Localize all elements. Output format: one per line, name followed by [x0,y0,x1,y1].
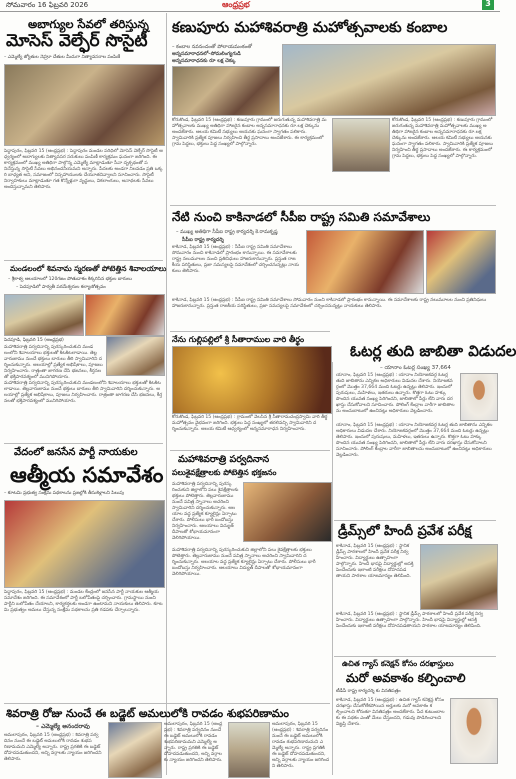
article-subhead: – యానాం ఓటర్ల సంఖ్య 37,664 [380,365,451,371]
article-body: మహాశివరాత్రి పర్వదినాన్ని పురస్కరించుకుని జిల్లాలోని పలు శైవక్షేత్రాలకు భక్తులు పోటెత్తారు. తెల్లవారుజాము నుంచే పవిత్ర స్నానాలు ఆచరించి స్వామివారిని దర్శించుకున్నారు. ఆలయాల వద్ద ప్రత్యేక క్యూలైన్లు ఏర్పాటు చేశారు. పోలీసులు భారీ బందోబస్తు నిర్వహించారు. ఆలయాలు విద్యుత్ దీపాలతో శోభాయమానంగా వెలిగిపోయాయి. [172,482,239,541]
article-subhead: – కూటమి ప్రభుత్వ సంక్షేమ పథకాలను ప్రజల్లోకి తీసుకెళ్లాలని పిలుపు [4,491,125,496]
page-header [0,0,500,12]
news-photo [306,230,424,294]
article-headline: మోసెస్ వెల్ఫేర్ సొసైటీ [6,31,148,51]
divider [334,656,496,657]
article-subhead: – శ్రీకాళ్వ ఆలయాలలో 120గజం పోతుదాకం కిక్కరిసిన భక్తుల బారులు [8,277,132,282]
column-rule [166,13,167,775]
article-body: కాకినాడ, ఫిబ్రవరి 15 (ఆంధ్రప్రభ) : ఉచిత గ్యాస్ కనెక్షన్ల కోసం దరఖాస్తు చేసుకోలేకపోయిన అర్హులకు మరో అవకాశం కల్పించాలని కోరుతూ వినతిపత్రం అందజేశారు. పేద కుటుంబాలకు ఈ పథకం ఎంతో మేలు చేస్తుందని, గడువు పొడిగించాలని విజ్ఞప్తి చేశారు. [336,698,445,727]
divider [170,331,330,332]
article-headline: మండలంలో శివనామ స్మరణతో పోటెత్తిన శివాలయాలు [10,264,167,273]
article-headline: శివరాత్రి రోజు నుంచే ఈ బడ్జెట్ అమలులోకి రావడం శుభపరిణామం [6,707,289,720]
article-subhead: టీడీపీ రాష్ట్ర కార్యదర్శి కు వినతిపత్రం [336,689,401,694]
divider [170,450,330,451]
divider [334,520,496,521]
article-headline: మరో అవకాశం కల్పించాలి [346,671,466,685]
page-number: 3 [482,0,494,10]
article-subhead: – పెదపూడిలో పార్వతీ పరమేశ్వరుల కల్యాణోత్సవం [16,285,106,290]
news-photo [108,722,162,778]
news-photo [228,722,270,778]
news-photo [4,500,165,588]
divider [4,443,163,444]
article-subhead: సీపీఐ రాష్ట్ర కార్యదర్శి [182,237,224,243]
article-headline: నేను గుల్లిపల్లిలో శ్రీ సీతారాముల వారి తీర్థం [172,334,305,344]
article-body: కోరుకొండ, ఫిబ్రవరి 15 (ఆంధ్రప్రభ) : కణుపూరు గ్రామంలో జరుగుతున్న మహాశివరాత్రి మహోత్సవాలకు ముఖ్య అతిథిగా హాజరైన కంబాల అన్నసమారాధనకు రూ.లక్ష చెక్కును అందజేశారు. ఆలయ కమిటీ సభ్యులు ఆయనకు ఘనంగా స్వాగతం పలికారు. స్వామివారికి ప్రత్యేక పూజలు నిర్వహించి తీర్థ ప్రసాదాలు అందజేశారు. ఈ కార్యక్రమంలో గ్రామ పెద్దలు, భక్తులు పెద్ద సంఖ్యలో పాల్గొన్నారు. [172,118,327,147]
issue-date: సోమవారం 16 ఫిబ్రవరి 2026 [6,1,89,9]
article-subhead: – ఎమ్మెల్యే జ్యోతుల నెహ్రూ చేతుల మీదుగా నిత్యావసరాల పంపిణీ [4,55,121,60]
article-body: యానాం, ఫిబ్రవరి 15 (ఆంధ్రప్రభ) : యానాం నియోజకవర్గ ఓటర్ల తుది జాబితాను ఎన్నికల అధికారులు విడుదల చేశారు. నియోజకవర్గంలో మొత్తం 37,664 మంది ఓటర్లు ఉన్నట్లు తెలిపారు. ఇందులో పురుషులు, మహిళలు, ఇతరులు ఉన్నారు. కొత్తగా ఓటు హక్కు పొందిన యువత సంఖ్య పెరిగిందని, జాబితాలో పేర్లు లేని వారు దరఖాస్తు చేసుకోవాలని సూచించారు. పోలింగ్ కేంద్రాల వారీగా జాబితాలను అందుబాటులో ఉంచినట్లు అధికారులు వెల్లడించారు. [336,373,455,414]
news-photo [4,64,165,146]
article-body: అమలాపురం, ఫిబ్రవరి 15 (ఆంధ్రప్రభ) : శివరాత్రి పర్వదినం నుంచే ఈ బడ్జెట్ అమలులోకి రావడం శుభపరిణామమని ఎమ్మెల్యే అన్నారు. రాష్ట్ర ప్రగతికి ఈ బడ్జెట్ దోహదపడుతుందని, అన్ని వర్గాలకు న్యాయం జరిగిందని తెలిపారు. [164,722,223,763]
news-photo [85,294,165,336]
article-subhead: – ముఖ్య అతిథిగా సీపీఐ రాష్ట్ర కార్యదర్శి కె.రామకృష్ణ [176,229,278,235]
portrait-photo [450,698,498,764]
article-body: మహాశివరాత్రి పర్వదినాన్ని పురస్కరించుకుని జిల్లాలోని పలు శైవక్షేత్రాలకు భక్తులు పోటెత్తారు. తెల్లవారుజాము నుంచే పవిత్ర స్నానాలు ఆచరించి స్వామివారిని దర్శించుకున్నారు. ఆలయాల వద్ద ప్రత్యేక క్యూలైన్లు ఏర్పాటు చేశారు. పోలీసులు భారీ బందోబస్తు నిర్వహించారు. ఆలయాలు విద్యుత్ దీపాలతో శోభాయమానంగా వెలిగిపోయాయి. [172,548,316,577]
article-headline: మహాశివరాత్రి పర్వదినాన [178,454,270,465]
article-headline: డ్రీమ్స్‌లో హిందీ ప్రవేశ పరీక్ష [338,524,472,539]
article-headline: నేటి నుంచి కాకినాడలో సీపీఐ రాష్ట్ర సమితి సమావేశాలు [172,210,431,224]
news-photo [332,118,390,172]
article-subhead: అన్నసమారాధనకు రూ లక్ష చెక్కు [172,58,236,64]
article-body: పెద్దాపురం, ఫిబ్రవరి 15 (ఆంధ్రప్రభ) : పెద్దాపురం మండల పరిధిలో మోసెస్ వెల్ఫేర్ సొసైటీ ఆధ్వర్యంలో అబాగ్యులకు నిత్యావసర సరుకులు పంపిణీ కార్యక్రమం ఘనంగా జరిగింది. ఈ కార్యక్రమంలో ముఖ్య అతిథిగా పాల్గొన్న ఎమ్మెల్యే మాట్లాడుతూ సేవా దృక్పథంతో పనిచేస్తున్న సొసైటీ సేవలు అభినందనీయమని అన్నారు. పేదలకు అండగా నిలవడం ప్రతి ఒక్కరి బాధ్యత అని, సమాజంలో నిస్సహాయులకు చేయూతనివ్వాలని సూచించారు. సొసైటీ నిర్వాహకులు మాట్లాడుతూ గత కొన్నేళ్లుగా వృద్ధులు, వికలాంగులు, అనాథలకు సేవలు అందిస్తున్నామని తెలిపారు. [4,149,163,190]
article-body: కోరుకొండ, ఫిబ్రవరి 15 (ఆంధ్రప్రభ) : గ్రామంలో వెలసిన శ్రీ సీతారామచంద్రస్వామి వారి తీర్థ మహోత్సవం వైభవంగా జరిగింది. భక్తులు పెద్ద సంఖ్యలో తరలివచ్చి స్వామివారిని దర్శించుకున్నారు. ఆలయ కమిటీ ఆధ్వర్యంలో అన్నసమారాధన నిర్వహించారు. [172,415,328,432]
article-subhead: అన్నసమారాధనలో–సోమలింగ్యగుడి [172,51,241,57]
article-headline: ఆత్మీయ సమావేశం [10,462,164,487]
news-photo [106,336,165,376]
article-kicker: ఉచిత గ్యాస్ కనెక్షన్ కోసం దరఖాస్తులు [342,659,454,668]
news-photo [4,294,84,336]
article-headline: కణుపూరు మహాశివరాత్రి మహోత్సవాలకు కంబాల [172,19,448,36]
masthead: ఆంధ్రప్రభ [222,0,250,9]
article-subhead: – ఎమ్మెల్యే అనందరావు [36,723,90,730]
article-kicker: వేదంలో జనసేన పార్టీ నాయకుల [14,447,138,458]
article-headline: పలుశైవక్షేత్రాలకు పోటెత్తిన భక్తజనం [172,468,277,477]
news-photo [172,346,332,414]
article-body: కాకినాడ, ఫిబ్రవరి 15 (ఆంధ్రప్రభ) : సీపీఐ రాష్ట్ర సమితి సమావేశాలు సోమవారం నుంచి కాకినాడలో ప్రారంభం కానున్నాయి. ఈ సమావేశాలకు రాష్ట్ర నలుమూలల నుంచి ప్రతినిధులు హాజరుకానున్నారు. ప్రస్తుత రాజకీయ పరిస్థితులు, ప్రజా సమస్యలపై సమావేశంలో చర్చించనున్నట్లు నాయకులు తెలిపారు. [172,298,487,309]
article-body: అమలాపురం, ఫిబ్రవరి 15 (ఆంధ్రప్రభ) : శివరాత్రి పర్వదినం నుంచే ఈ బడ్జెట్ అమలులోకి రావడం శుభపరిణామమని ఎమ్మెల్యే అన్నారు. రాష్ట్ర ప్రగతికి ఈ బడ్జెట్ దోహదపడుతుందని, అన్ని వర్గాలకు న్యాయం జరిగిందని తెలిపారు. [272,722,330,769]
article-body: కాకినాడ, ఫిబ్రవరి 15 (ఆంధ్రప్రభ) : స్థానిక డ్రీమ్స్ పాఠశాలలో హిందీ ప్రవేశ పరీక్ష నిర్వహించారు. విద్యార్థులు ఉత్సాహంగా పాల్గొన్నారు. హిందీ భాషపై విద్యార్థుల్లో ఆసక్తి పెంచేందుకు ఇలాంటి పరీక్షలు దోహదపడతాయని పాఠశాల యాజమాన్యం తెలిపింది. [336,612,484,629]
news-photo [172,66,280,116]
column-rule [332,362,333,775]
article-body: అమలాపురం, ఫిబ్రవరి 15 (ఆంధ్రప్రభ) : శివరాత్రి పర్వదినం నుంచే ఈ బడ్జెట్ అమలులోకి రావడం శుభపరిణామమని ఎమ్మెల్యే అన్నారు. రాష్ట్ర ప్రగతికి ఈ బడ్జెట్ దోహదపడుతుందని, అన్ని వర్గాలకు న్యాయం జరిగిందని తెలిపారు. [4,733,102,762]
divider [4,703,330,704]
portrait-photo [460,373,498,421]
article-body: కాకినాడ, ఫిబ్రవరి 15 (ఆంధ్రప్రభ) : సీపీఐ రాష్ట్ర సమితి సమావేశాలు సోమవారం నుంచి కాకినాడలో ప్రారంభం కానున్నాయి. ఈ సమావేశాలకు రాష్ట్ర నలుమూలల నుంచి ప్రతినిధులు హాజరుకానున్నారు. ప్రస్తుత రాజకీయ పరిస్థితులు, ప్రజా సమస్యలపై సమావేశంలో చర్చించనున్నట్లు నాయకులు తెలిపారు. [172,245,300,274]
news-photo [420,544,498,610]
article-body: మహాశివరాత్రి పర్వదినాన్ని పురస్కరించుకుని మండలంలోని శివాలయాలు భక్తులతో కిటకిటలాడాయి. తెల్లవారుజాము నుంచే భక్తులు బారులు తీరి స్వామివారిని దర్శించుకున్నారు. ఆలయాల్లో ప్రత్యేక అభిషేకాలు, పూజలు నిర్వహించారు. రాత్రంతా జాగరణ చేసి భజనలు, కీర్తనలతో భక్తిపారవశ్యంలో మునిగిపోయారు. [4,345,103,380]
article-subhead: – కంబాల నవనందంతో పోలాయమంకంతో [172,44,252,50]
article-body: మహాశివరాత్రి పర్వదినాన్ని పురస్కరించుకుని మండలంలోని శివాలయాలు భక్తులతో కిటకిటలాడాయి. తెల్లవారుజాము నుంచే భక్తులు బారులు తీరి స్వామివారిని దర్శించుకున్నారు. ఆలయాల్లో ప్రత్యేక అభిషేకాలు, పూజలు నిర్వహించారు. రాత్రంతా జాగరణ చేసి భజనలు, కీర్తనలతో భక్తిపారవశ్యంలో మునిగిపోయారు. [4,381,163,404]
news-photo [426,230,496,294]
divider [4,260,163,261]
article-body: యానాం, ఫిబ్రవరి 15 (ఆంధ్రప్రభ) : యానాం నియోజకవర్గ ఓటర్ల తుది జాబితాను ఎన్నికల అధికారులు విడుదల చేశారు. నియోజకవర్గంలో మొత్తం 37,664 మంది ఓటర్లు ఉన్నట్లు తెలిపారు. ఇందులో పురుషులు, మహిళలు, ఇతరులు ఉన్నారు. కొత్తగా ఓటు హక్కు పొందిన యువత సంఖ్య పెరిగిందని, జాబితాలో పేర్లు లేని వారు దరఖాస్తు చేసుకోవాలని సూచించారు. పోలింగ్ కేంద్రాల వారీగా జాబితాలను అందుబాటులో ఉంచినట్లు అధికారులు వెల్లడించారు. [336,423,493,458]
divider [170,205,496,206]
news-photo [282,44,496,116]
news-photo [243,482,332,542]
article-byline: పెదపూడి, ఫిబ్రవరి 15 (ఆంధ్రప్రభ) [4,338,64,343]
article-kicker: అబాగ్యుల సేవలో తరిస్తున్న [28,17,149,31]
article-headline: ఓటర్ల తుది జాబితా విడుదల [350,342,516,360]
article-body: పెద్దాపురం, ఫిబ్రవరి 15 (ఆంధ్రప్రభ) : మండల కేంద్రంలో జనసేన పార్టీ నాయకుల ఆత్మీయ సమావేశం జరిగింది. ఈ సమావేశంలో పార్టీ బలోపేతంపై చర్చించారు. గ్రామస్థాయి నుంచి పార్టీని బలోపేతం చేయాలని, కార్యకర్తలకు అండగా ఉంటామని నాయకులు తెలిపారు. కూటమి ప్రభుత్వం అమలు చేస్తున్న సంక్షేమ పథకాలను ప్రతి గడపకు చేర్చాలన్నారు. [4,590,163,613]
article-body: కాకినాడ, ఫిబ్రవరి 15 (ఆంధ్రప్రభ) : స్థానిక డ్రీమ్స్ పాఠశాలలో హిందీ ప్రవేశ పరీక్ష నిర్వహించారు. విద్యార్థులు ఉత్సాహంగా పాల్గొన్నారు. హిందీ భాషపై విద్యార్థుల్లో ఆసక్తి పెంచేందుకు ఇలాంటి పరీక్షలు దోహదపడతాయని పాఠశాల యాజమాన్యం తెలిపింది. [336,544,414,579]
article-body: కోరుకొండ, ఫిబ్రవరి 15 (ఆంధ్రప్రభ) : కణుపూరు గ్రామంలో జరుగుతున్న మహాశివరాత్రి మహోత్సవాలకు ముఖ్య అతిథిగా హాజరైన కంబాల అన్నసమారాధనకు రూ.లక్ష చెక్కును అందజేశారు. ఆలయ కమిటీ సభ్యులు ఆయనకు ఘనంగా స్వాగతం పలికారు. స్వామివారికి ప్రత్యేక పూజలు నిర్వహించి తీర్థ ప్రసాదాలు అందజేశారు. ఈ కార్యక్రమంలో గ్రామ పెద్దలు, భక్తులు పెద్ద సంఖ్యలో పాల్గొన్నారు. [392,118,493,159]
